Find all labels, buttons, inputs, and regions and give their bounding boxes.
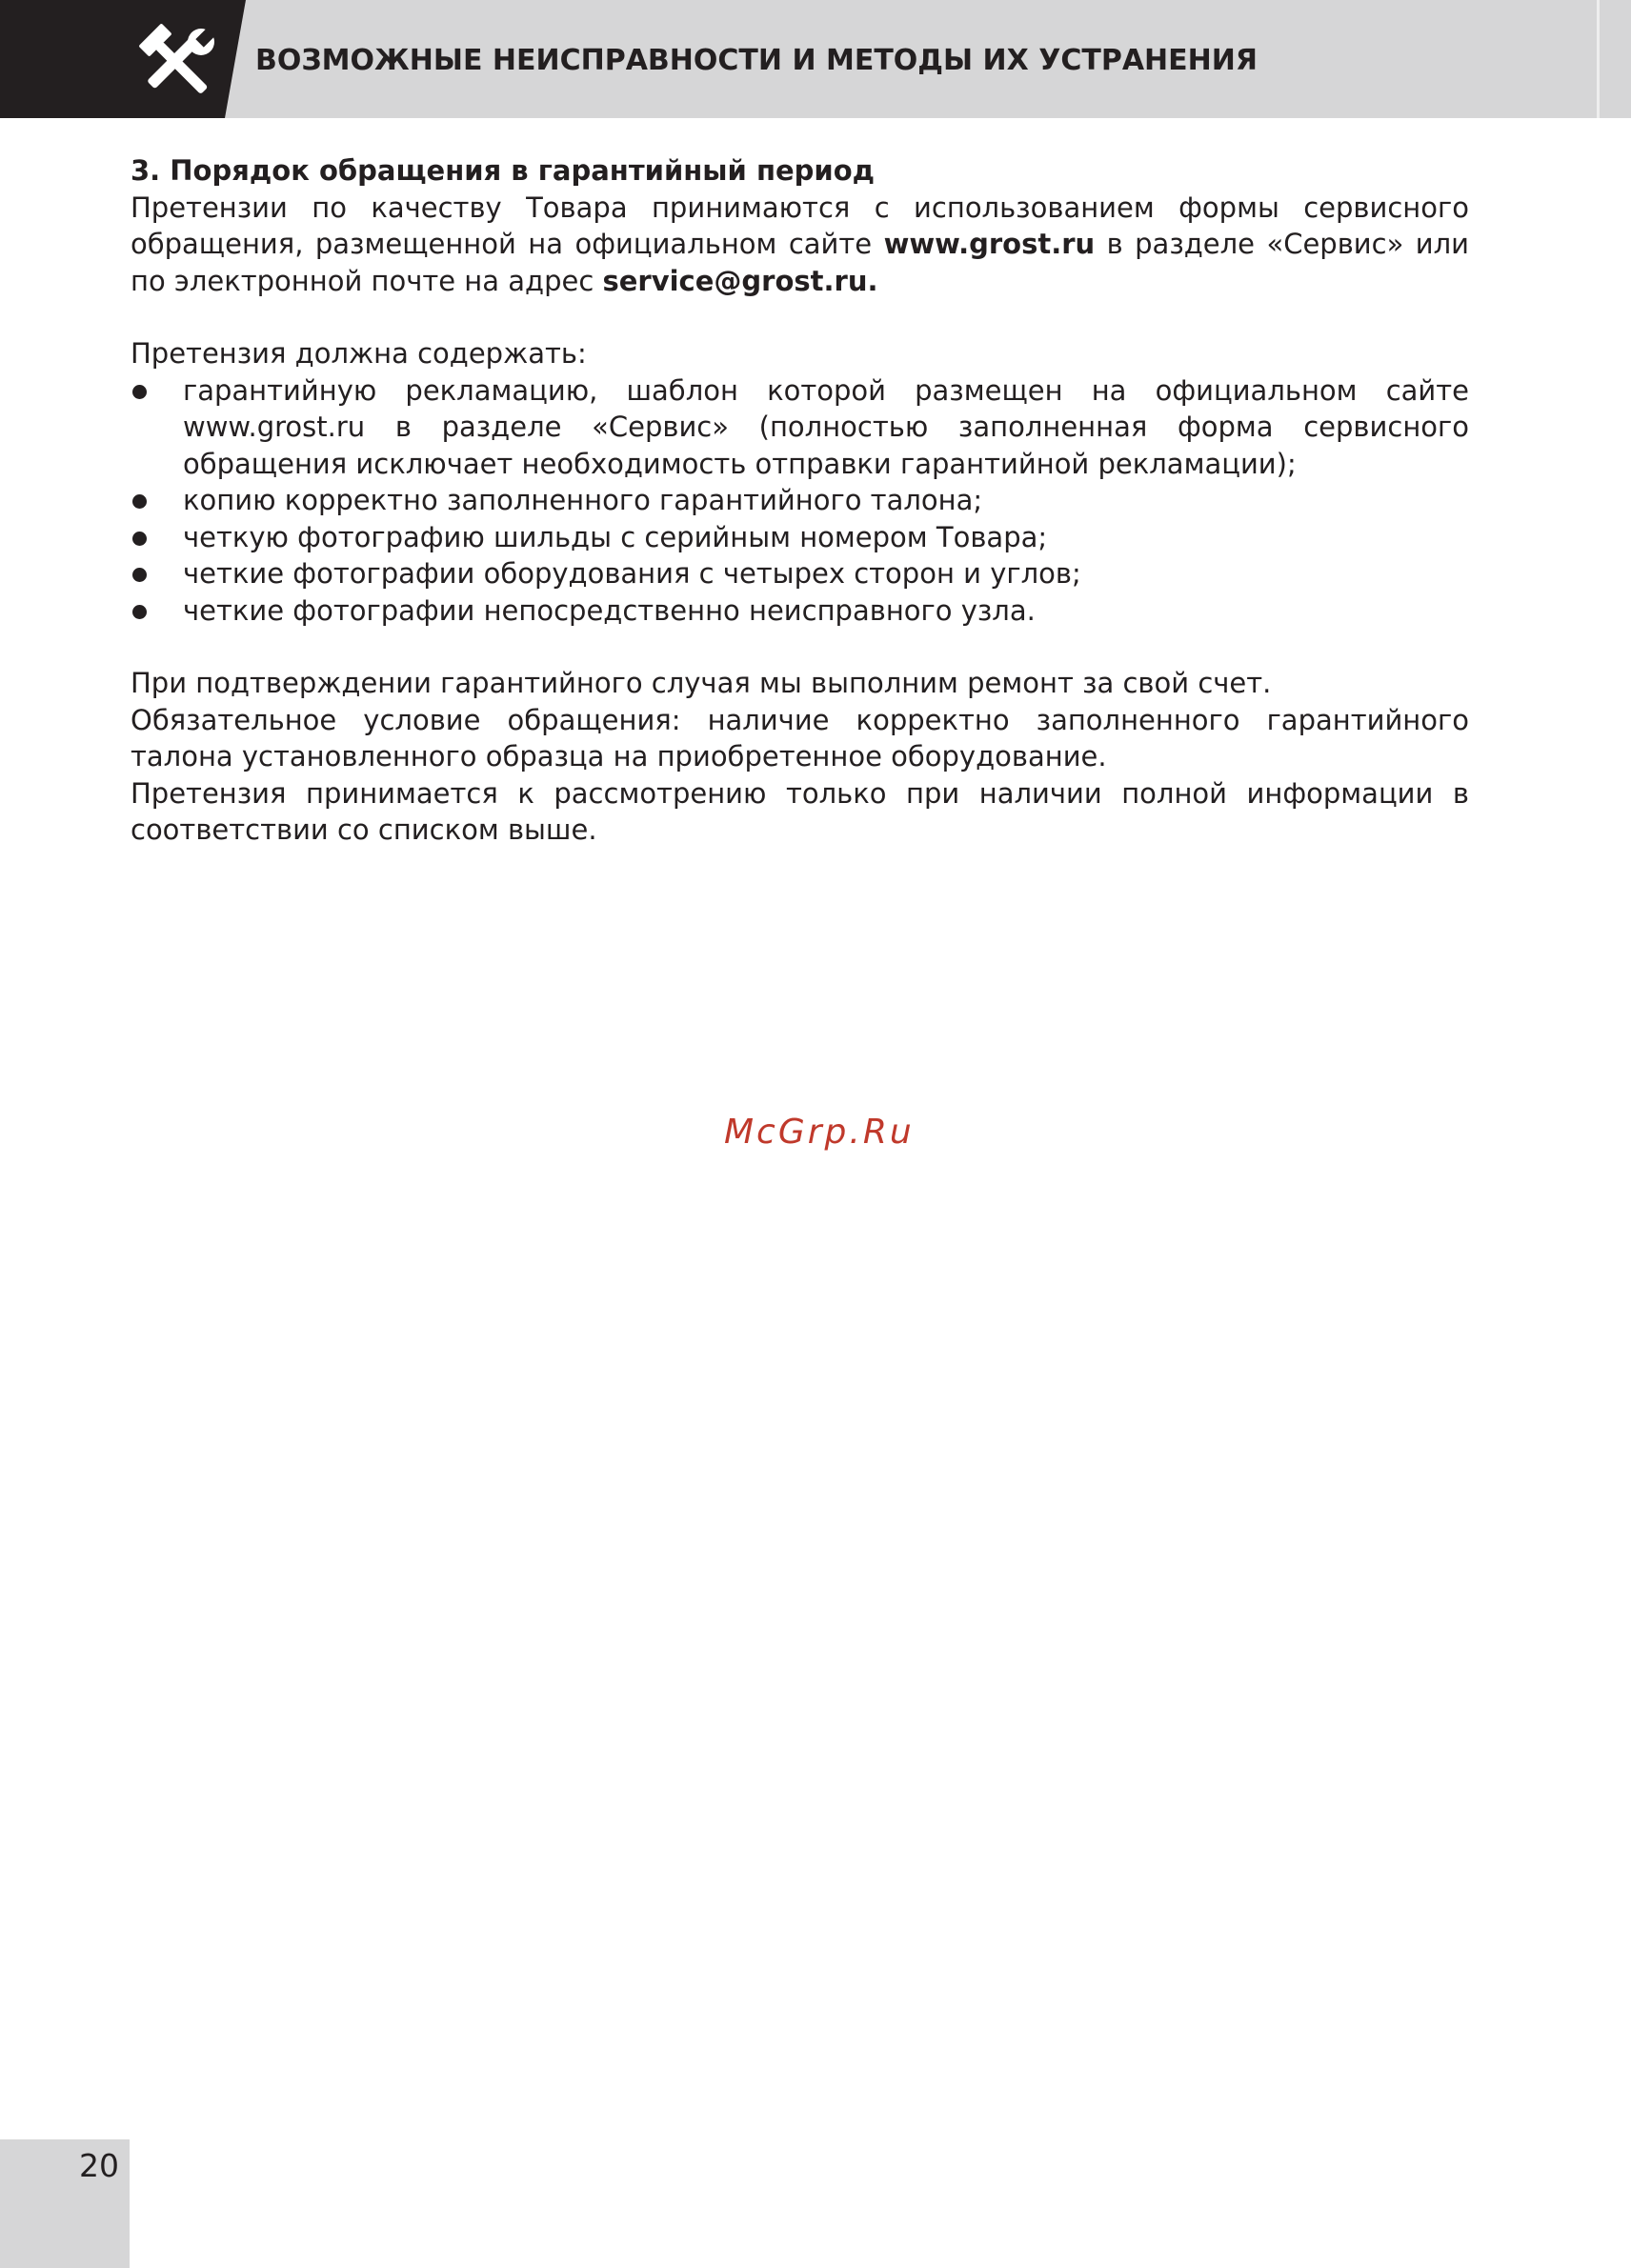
spacer [131,299,1469,335]
intro-text: Претензии по качеству Товара принимаются с использованием формы сервисного обращения, размещенной на официальном сайте [131,191,1469,260]
section-heading: 3. Порядок обращения в гарантийный период [131,154,876,187]
list-item-text: копию корректно заполненного гарантийного талона; [183,484,983,516]
list-item [131,482,1469,519]
watermark: McGrp.Ru [724,1113,915,1152]
closing-paragraph: Претензия принимается к рассмотрению только при наличии полной информации в соответствии со списком выше. [131,776,1469,846]
list-item-text: четкие фотографии непосредственно неисправного узла. [183,593,1036,627]
list-item-text: четкую фотографию шильды с серийным номером Товара; [183,520,1048,553]
intro-text-middle: в разделе «Сервис» или по электронной почте на адрес [131,228,1469,297]
hammer-wrench-icon [131,23,227,99]
bullet-icon [132,385,147,399]
list-item [131,555,1469,592]
list-item [131,592,1469,630]
closing-paragraph: Обязательное условие обращения: наличие корректно заполненного гарантийного талона установленного образца на приобретенное оборудование. [131,703,1469,773]
email-link[interactable]: service@grost.ru. [602,264,878,297]
spacer [131,629,1469,665]
list-item-text: четкие фотографии оборудования с четырех сторон и углов; [183,557,1081,590]
list-item [131,519,1469,556]
list-item-text: гарантийную рекламацию, шаблон которой размещен на официальном сайте www.grost.ru в разделе «Сервис» (полностью заполненная форма сервисного обращения исключает необходимость отправки гарантийной рекламации); [183,373,1469,480]
bullet-icon [132,494,147,509]
site-link[interactable]: www.grost.ru [883,228,1096,260]
claim-lead: Претензия должна содержать: [131,337,587,370]
page-title: ВОЗМОЖНЫЕ НЕИСПРАВНОСТИ И МЕТОДЫ ИХ УСТРАНЕНИЯ [255,44,1258,77]
bullet-icon [132,568,147,582]
main-content [131,152,1469,849]
header-divider [1597,0,1600,118]
closing-paragraph: При подтверждении гарантийного случая мы выполним ремонт за свой счет. [131,667,1272,699]
list-item [131,372,1469,483]
intro-paragraph [131,190,1469,300]
bullet-icon [132,532,147,546]
page-number: 20 [79,2147,119,2184]
claim-list [131,372,1469,630]
bullet-icon [132,605,147,619]
